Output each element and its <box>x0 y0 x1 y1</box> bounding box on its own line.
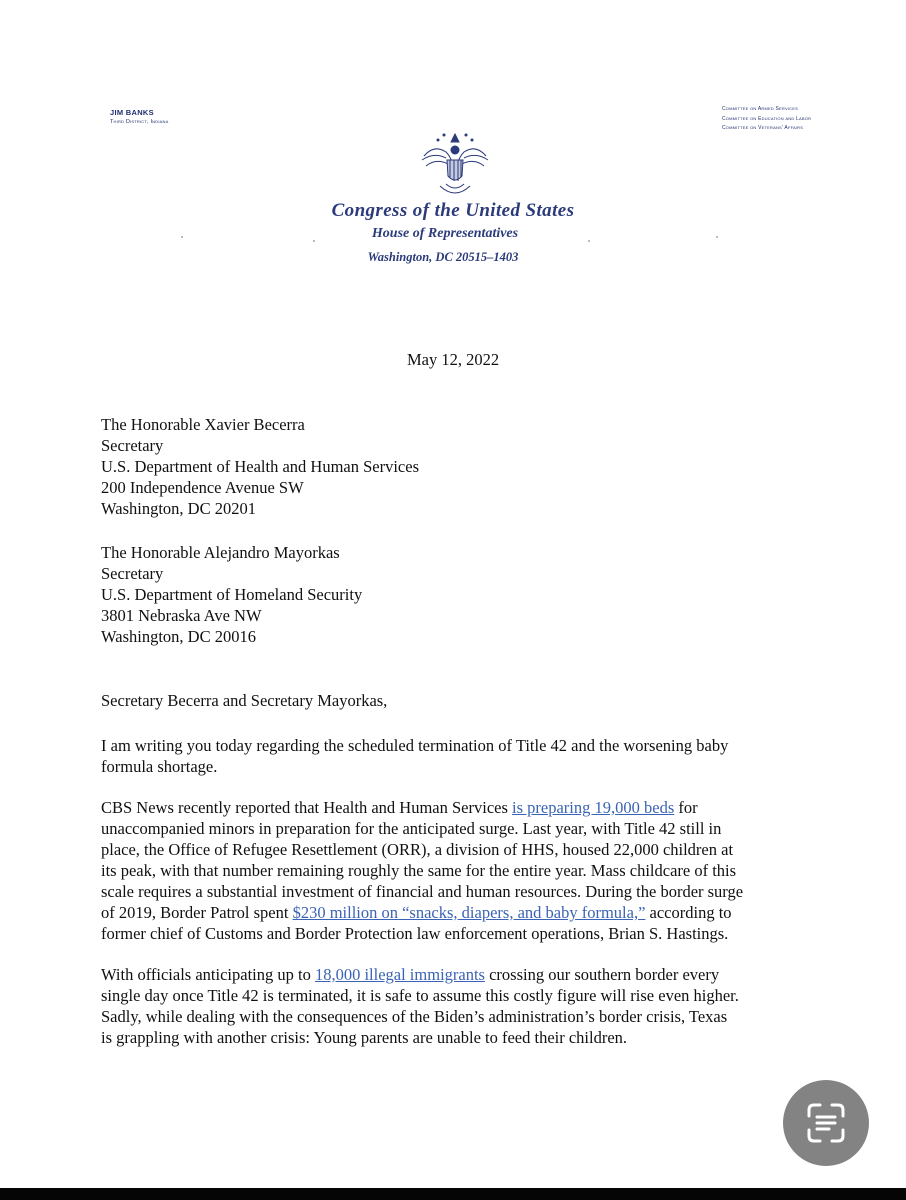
committee-item: Committee on Armed Services <box>722 106 798 112</box>
letterhead-congress: Congress of the United States <box>331 200 575 221</box>
address-line: Secretary <box>101 436 164 455</box>
text-span: crossing our southern border every <box>484 965 720 984</box>
scan-speck <box>181 236 183 238</box>
text-span: CBS News recently reported that Health and Human Services <box>101 798 513 817</box>
address-line: Washington, DC 20201 <box>101 499 256 518</box>
address-line: U.S. Department of Health and Human Services <box>101 457 419 476</box>
house-seal-icon <box>416 126 494 200</box>
paragraph-line: is grappling with another crisis: Young parents are unable to feed their children. <box>101 1028 628 1047</box>
paragraph-line <box>101 797 821 818</box>
bottom-bar <box>0 1188 906 1200</box>
paragraph-line: single day once Title 42 is terminated, it is safe to assume this costly figure will rise even higher. <box>101 986 739 1005</box>
address-line: The Honorable Xavier Becerra <box>101 415 305 434</box>
scan-speck <box>313 240 315 242</box>
member-district: Third District, Indiana <box>110 119 169 125</box>
committee-item: Committee on Education and Labor <box>722 115 812 122</box>
member-name: JIM BANKS <box>110 108 154 117</box>
paragraph-line <box>101 902 821 923</box>
paragraph-line: its peak, with that number remaining roughly the same for the entire year. Mass childcare of this <box>101 861 737 880</box>
letter-date: May 12, 2022 <box>407 350 500 369</box>
text-span: according to <box>645 903 732 922</box>
text-span: With officials anticipating up to <box>101 965 315 984</box>
address-line: 3801 Nebraska Ave NW <box>101 606 262 625</box>
address-line: Secretary <box>101 564 164 583</box>
illegal-immigrants-link[interactable]: 18,000 illegal immigrants <box>314 965 485 984</box>
text-scan-icon <box>783 1080 869 1166</box>
paragraph-1 <box>101 735 821 777</box>
salutation <box>101 690 387 711</box>
paragraph-3 <box>101 964 821 1048</box>
address-line: U.S. Department of Homeland Security <box>101 585 363 604</box>
paragraph-2 <box>101 797 821 944</box>
live-text-scan-button[interactable] <box>783 1080 869 1166</box>
letterhead-address: Washington, DC 20515–1403 <box>367 250 519 264</box>
text-span: for <box>674 798 698 817</box>
salutation-text: Secretary Becerra and Secretary Mayorkas, <box>101 691 388 710</box>
scan-speck <box>716 236 718 238</box>
paragraph-line: Sadly, while dealing with the consequences of the Biden’s administration’s border crisis, Texas <box>101 1007 728 1026</box>
scan-speck <box>588 240 590 242</box>
committee-list <box>722 106 822 135</box>
paragraph-line: I am writing you today regarding the scheduled termination of Title 42 and the worsening baby <box>101 736 729 755</box>
address-line: The Honorable Alejandro Mayorkas <box>101 543 340 562</box>
paragraph-line: former chief of Customs and Border Protection law enforcement operations, Brian S. Hastings. <box>101 924 729 943</box>
paragraph-line <box>101 964 821 985</box>
letterhead-house: House of Representatives <box>371 226 519 241</box>
border-patrol-spending-link[interactable]: $230 million on “snacks, diapers, and baby formula,” <box>292 903 646 922</box>
text-span: of 2019, Border Patrol spent <box>101 903 293 922</box>
address-line: 200 Independence Avenue SW <box>101 478 304 497</box>
paragraph-line: place, the Office of Refugee Resettlement (ORR), a division of HHS, housed 22,000 children at <box>101 840 734 859</box>
letterhead <box>0 0 906 300</box>
recipient-address-2 <box>101 542 362 647</box>
paragraph-line: unaccompanied minors in preparation for the anticipated surge. Last year, with Title 42 still in <box>101 819 722 838</box>
committee-item: Committee on Veterans' Affairs <box>722 125 804 131</box>
member-info <box>110 108 169 125</box>
paragraph-line: scale requires a substantial investment of financial and human resources. During the border surge <box>101 882 744 901</box>
paragraph-line: formula shortage. <box>101 757 218 776</box>
recipient-address-1 <box>101 414 419 519</box>
address-line: Washington, DC 20016 <box>101 627 256 646</box>
cbs-beds-link[interactable]: is preparing 19,000 beds <box>512 798 675 817</box>
